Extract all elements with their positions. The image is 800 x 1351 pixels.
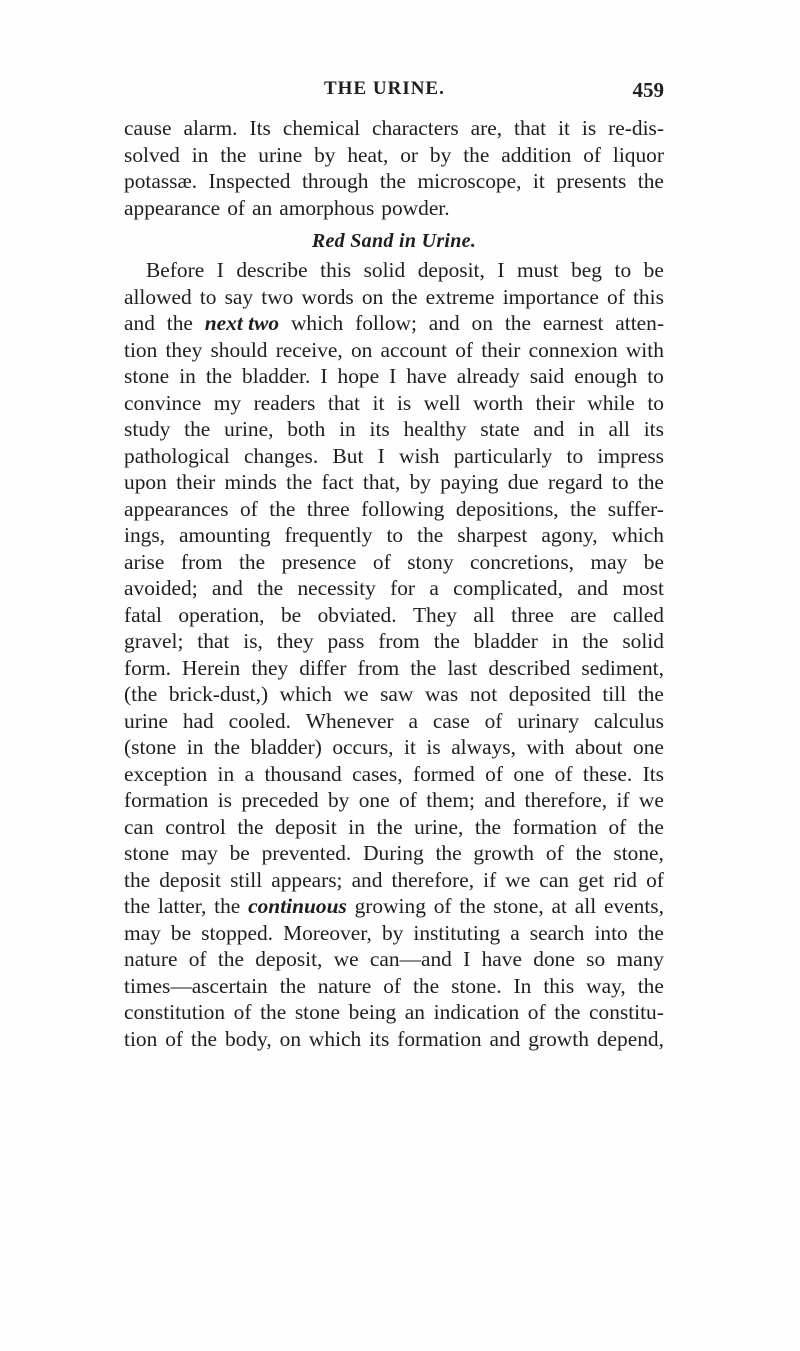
text-line: exception in a thousand cases, formed of one of these. Its — [124, 761, 664, 786]
text-line: may be stopped. Moreover, by instituting a search into the — [124, 920, 664, 945]
text-line: formation is preceded by one of them; and therefore, if we — [124, 788, 664, 812]
text-line: appearance of an amorphous powder. — [124, 195, 450, 220]
text-line: (the brick-dust,) which we saw was not deposited till the — [124, 682, 664, 706]
text-line: pathological changes. But I wish particularly to impress — [124, 443, 664, 468]
text-line: potassæ. Inspected through the microscope, it presents the — [124, 169, 664, 193]
text-line: gravel; that is, they pass from the bladder in the solid — [124, 629, 664, 653]
running-head — [124, 78, 664, 104]
text-line: tion of the body, on which its formation and growth depend, — [124, 1026, 664, 1051]
text-line: arise from the presence of stony concretions, may be — [124, 549, 664, 574]
text-line: constitution of the stone being an indication of the constitu- — [124, 1000, 664, 1024]
text-line: tion they should receive, on account of their connexion with — [124, 337, 664, 362]
text-line: (stone in the bladder) occurs, it is always, with about one — [124, 735, 664, 759]
text-line: times—ascertain the nature of the stone. In this way, the — [124, 973, 664, 998]
page-number: 459 — [632, 78, 664, 102]
text-line: and the next two which follow; and on the earnest atten- — [124, 311, 664, 335]
text-line: cause alarm. Its chemical characters are, that it is re-dis- — [124, 116, 664, 140]
paragraph-continued — [124, 115, 664, 221]
text-line: allowed to say two words on the extreme importance of this — [124, 284, 664, 309]
text-line: fatal operation, be obviated. They all three are called — [124, 602, 664, 627]
text-line: appearances of the three following depositions, the suffer- — [124, 496, 664, 521]
body-text — [124, 115, 664, 1052]
text-line: form. Herein they differ from the last described sediment, — [124, 655, 664, 680]
text-line: ings, amounting frequently to the sharpest agony, which — [124, 523, 664, 547]
text-line: study the urine, both in its healthy state and in all its — [124, 417, 664, 441]
text-line: upon their minds the fact that, by paying due regard to the — [124, 470, 664, 494]
text-line: nature of the deposit, we can—and I have done so many — [124, 947, 664, 971]
section-heading: Red Sand in Urine. — [311, 230, 477, 252]
text-line: the deposit still appears; and therefore, if we can get rid of — [124, 867, 664, 892]
text-line: urine had cooled. Whenever a case of urinary calculus — [124, 708, 664, 733]
text-line: stone may be prevented. During the growth of the stone, — [124, 841, 664, 865]
text-line: convince my readers that it is well worth their while to — [124, 390, 664, 415]
text-line: Before I describe this solid deposit, I must beg to be — [146, 258, 664, 282]
text-line: stone in the bladder. I hope I have already said enough to — [124, 364, 664, 388]
paragraph-red-sand — [124, 257, 664, 1052]
text-line: avoided; and the necessity for a complicated, and most — [124, 576, 664, 600]
running-title: THE URINE. — [324, 78, 445, 99]
text-line: the latter, the continuous growing of the stone, at all events, — [124, 894, 664, 918]
text-line: can control the deposit in the urine, the formation of the — [124, 814, 664, 839]
text-line: solved in the urine by heat, or by the addition of liquor — [124, 142, 664, 167]
